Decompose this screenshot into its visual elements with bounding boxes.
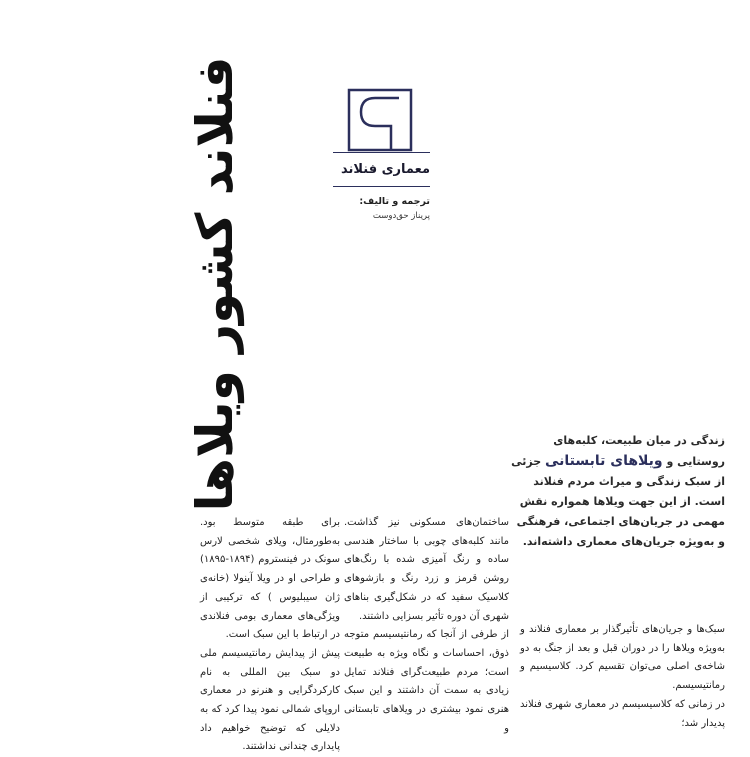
lead-text-part2: جزئی از سبک زندگی و میراث مردم فنلاند است. از این جهت ویلاها همواره نقش مهمی در جریان‌های اجتماعی، فرهنگی و به‌ویژه جریان‌های معماری داشته‌اند. <box>511 455 725 548</box>
section-title: معماری فنلاند <box>341 162 430 177</box>
lead-text-part1: زندگی در میان طبیعت، کلبه‌های روستایی و <box>553 434 725 468</box>
credit-label: ترجمه و تالیف: <box>359 196 430 207</box>
paragraph: در زمانی که کلاسیسیسم در معماری شهری فنلاند پدیدار شد؛ <box>520 698 725 729</box>
magazine-logo-icon <box>347 88 413 152</box>
body-column-middle <box>344 514 509 738</box>
body-column-left <box>200 514 340 757</box>
paragraph: ساختمان‌های مسکونی نیز گذاشت. مانند کلبه‌های چوبی با ساختار هندسی ساده و رنگ آمیزی شده با رنگ‌های روشن قرمز و زرد رنگ و بازشوهای کلاسیک سفید که در شکل‌گیری بناهای شهری آن دوره تأثیر بسزایی داشتند. <box>344 517 509 622</box>
paragraph: برای طبقه متوسط بود. به‌طورمثال، ویلای شخصی لارس سونک در فینستروم (۱۸۹۴-۱۸۹۵) و طراحی او در ویلا آینولا (خانه‌ی ژان سیبلیوس ) که ترکیبی از ویژگی‌های معماری بومی فنلاندی در ارتباط با این سبک است. <box>200 517 340 641</box>
body-column-right <box>520 621 725 733</box>
vertical-title-text: فنلاند کشور ویلاها <box>186 56 244 512</box>
paragraph: سبک‌ها و جریان‌های تأثیرگذار بر معماری فنلاند و به‌ویژه ویلاها را در دوران قبل و بعد از جنگ به دو شاخه‌ی اصلی می‌توان تقسیم کرد. کلاسیسیم و رمانتیسیسم. <box>520 624 725 692</box>
paragraph: از طرفی از آنجا که رمانتیسیسم متوجه ذوق، احساسات و نگاه ویژه به طبیعت است؛ مردم طبیعت‌گرای فنلاند تمایل زیادی به سمت آن داشتند و این سبک هنری نمود بیشتری در ویلاهای تابستانی و <box>344 629 509 734</box>
divider <box>333 152 430 153</box>
divider <box>333 186 430 187</box>
credit-name: پریناز حق‌دوست <box>372 211 430 221</box>
lead-highlight: ویلاهای تابستانی <box>544 453 663 469</box>
lead-paragraph <box>507 431 725 552</box>
paragraph: پیش از پیدایش رمانتیسیسم ملی دو سبک بین المللی به نام کارکردگرایی و هنرنو در معماری اروپای شمالی نمود پیدا کرد که به دلایلی که توضیح خواهیم داد پایداری چندانی نداشتند. <box>200 647 340 753</box>
vertical-page-title <box>180 56 250 512</box>
